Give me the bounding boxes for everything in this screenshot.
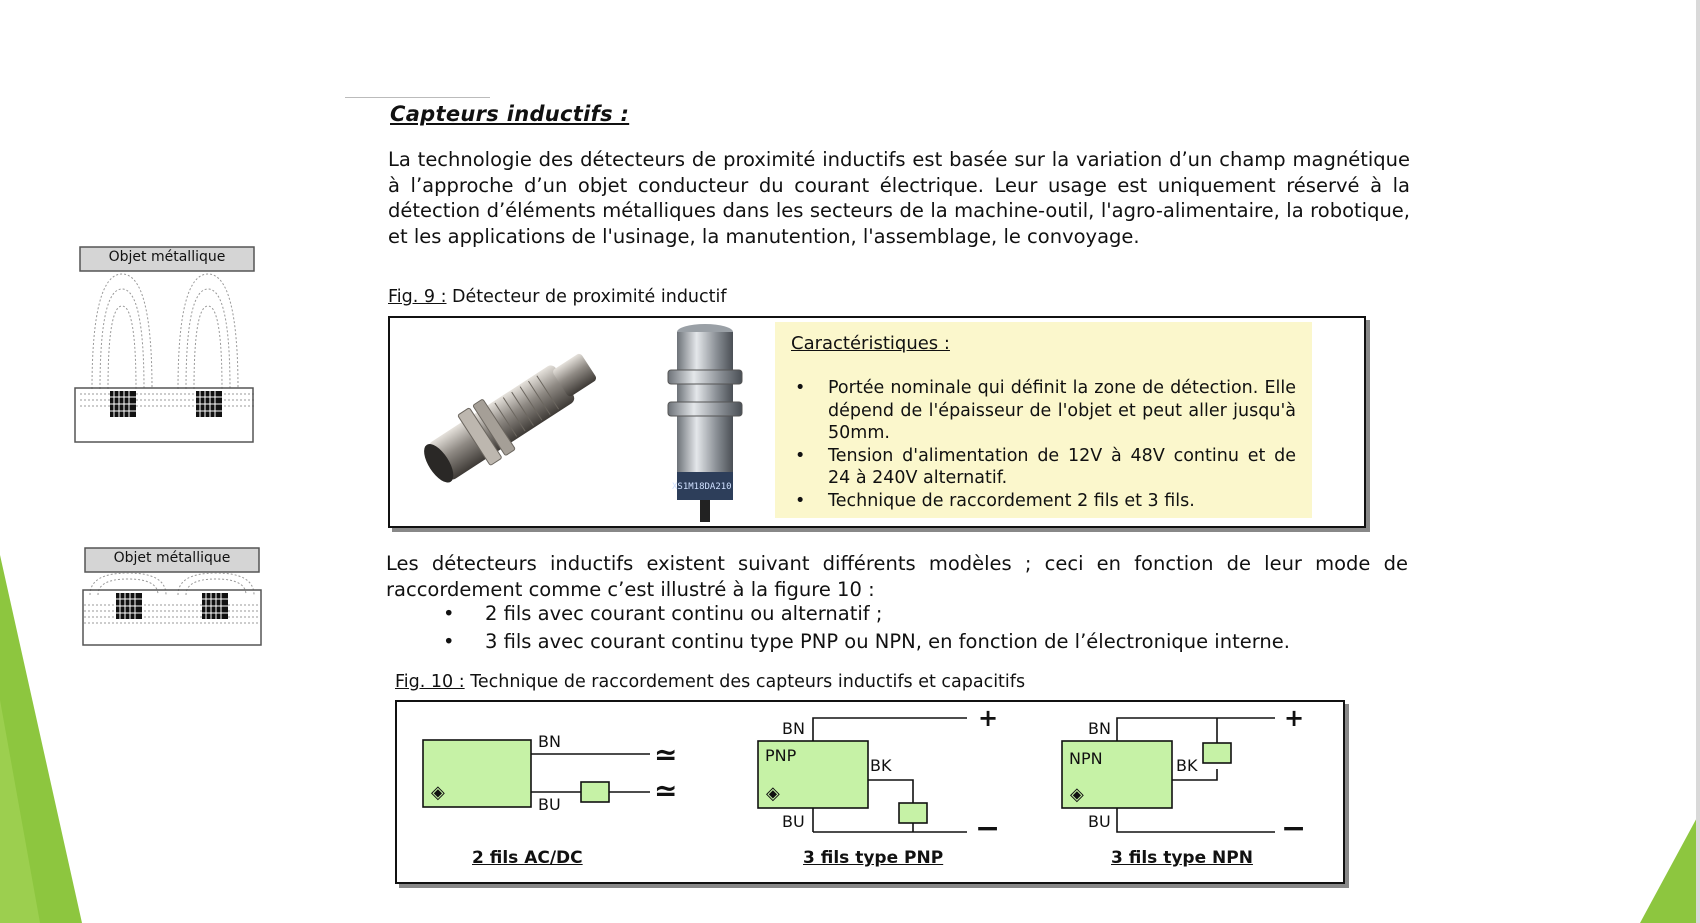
supply-plus-pnp: +	[978, 704, 999, 732]
wire-bu-2wire: BU	[538, 795, 561, 814]
models-list-item: • 3 fils avec courant continu type PNP ou NPN, en fonction de l’électronique interne.	[440, 628, 1290, 656]
supply-minus-pnp: −	[975, 811, 1001, 846]
characteristics-list	[828, 377, 1296, 512]
intro-paragraph: La technologie des détecteurs de proximité inductifs est basée sur la variation d’un champ magnétique à l’approche d’un objet conducteur du courant électrique. Leur usage est uniquement réservé à la détection d’éléments métalliques dans les secteurs de la machine-outil, l'agro-alimentaire, la robotique, et les applications de l'usinage, la manutention, l'assemblage, le convoyage.	[388, 148, 1410, 248]
models-list-item: • 2 fils avec courant continu ou alternatif ;	[440, 600, 1290, 628]
diagram-title-pnp: 3 fils type PNP	[803, 848, 944, 868]
sensor-type-npn: NPN	[1069, 749, 1103, 768]
metal-object-label-bottom: Objet métallique	[113, 550, 231, 566]
load-pnp	[899, 803, 927, 823]
sensor-symbol-2wire: ◈	[431, 782, 445, 803]
diagram-title-2wire: 2 fils AC/DC	[472, 848, 583, 868]
right-edge-line	[1696, 0, 1700, 923]
wire-bk-npn: BK	[1176, 756, 1198, 775]
wire-bn-pnp: BN	[782, 719, 805, 738]
characteristic-item: • Portée nominale qui définit la zone de détection. Elle dépend de l'épaisseur de l'objet et peut aller jusqu'à 50mm.	[795, 377, 1296, 445]
models-paragraph: Les détecteurs inductifs existent suivant différents modèles ; ceci en fonction de leur mode de raccordement comme c’est illustré à la figure 10 :	[386, 552, 1408, 601]
wire-bk-pnp: BK	[870, 756, 892, 775]
ac-dc-symbol-bottom: ≃	[654, 774, 678, 807]
characteristic-item: • Technique de raccordement 2 fils et 3 fils.	[795, 490, 1296, 513]
fig10-label: Fig. 10 :	[395, 672, 465, 692]
characteristics-title: Caractéristiques :	[791, 333, 950, 354]
fig9-caption-text: Détecteur de proximité inductif	[446, 287, 727, 307]
supply-minus-npn: −	[1281, 811, 1307, 846]
load-npn	[1203, 743, 1231, 763]
diagram-title-npn: 3 fils type NPN	[1111, 848, 1253, 868]
fig9-label: Fig. 9 :	[388, 287, 447, 307]
section-title: Capteurs inductifs :	[390, 102, 630, 126]
load-2wire	[581, 782, 609, 802]
sensor-type-pnp: PNP	[765, 746, 797, 765]
magnetic-field-diagram-top	[70, 244, 270, 444]
metal-object-label-top: Objet métallique	[108, 249, 226, 265]
sensor-marking: XS1M18DA210	[672, 482, 732, 492]
inductive-sensor-photo-upright	[650, 322, 760, 522]
inductive-sensor-photo-angled	[405, 325, 615, 510]
sensor-symbol-pnp: ◈	[766, 783, 780, 804]
right-accent-triangle	[1640, 812, 1700, 923]
wire-bu-pnp: BU	[782, 812, 805, 831]
title-rule	[345, 97, 490, 98]
ac-dc-symbol-top: ≃	[654, 738, 678, 771]
sensor-symbol-npn: ◈	[1070, 784, 1084, 805]
supply-plus-npn: +	[1284, 704, 1305, 732]
characteristic-item: • Tension d'alimentation de 12V à 48V continu et de 24 à 240V alternatif.	[795, 445, 1296, 490]
wire-bn-2wire: BN	[538, 732, 561, 751]
wire-bn-npn: BN	[1088, 719, 1111, 738]
models-list	[440, 600, 1290, 656]
fig9-caption	[388, 287, 727, 307]
fig10-caption-text: Technique de raccordement des capteurs inductifs et capacitifs	[464, 672, 1026, 692]
fig10-caption	[395, 672, 1025, 692]
wire-bu-npn: BU	[1088, 812, 1111, 831]
